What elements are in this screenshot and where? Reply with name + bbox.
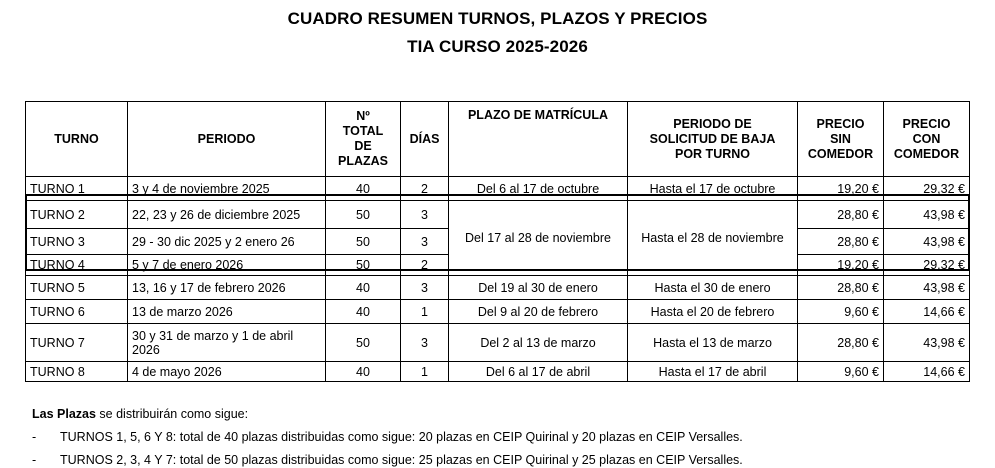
list-dash: - <box>32 453 37 467</box>
notes-list-item <box>32 430 743 445</box>
cell-matricula: Del 9 al 20 de febrero <box>449 300 628 324</box>
cell-precio-sin: 28,80 € <box>798 324 884 362</box>
cell-plazas: 50 <box>326 255 401 276</box>
cell-periodo: 4 de mayo 2026 <box>128 362 326 382</box>
header-precio-sin-comedor <box>798 102 884 177</box>
header-plazas-line: DE <box>354 139 372 153</box>
cell-baja: Hasta el 20 de febrero <box>628 300 798 324</box>
cell-matricula: Del 6 al 17 de abril <box>449 362 628 382</box>
document-title: CUADRO RESUMEN TURNOS, PLAZOS Y PRECIOS <box>287 9 708 28</box>
header-con-line: COMEDOR <box>893 146 960 161</box>
cell-precio-con: 43,98 € <box>884 324 970 362</box>
cell-matricula: Del 19 al 30 de enero <box>449 276 628 300</box>
cell-periodo: 3 y 4 de noviembre 2025 <box>128 177 326 201</box>
cell-matricula: Del 2 al 13 de marzo <box>449 324 628 362</box>
header-plazas <box>326 102 401 177</box>
cell-turno: TURNO 8 <box>26 362 128 382</box>
cell-turno: TURNO 5 <box>26 276 128 300</box>
notes-list-item <box>32 453 743 468</box>
cell-plazas: 40 <box>326 362 401 382</box>
header-plazas-line: PLAZAS <box>338 154 388 168</box>
cell-periodo <box>128 324 326 362</box>
table-row <box>26 177 970 201</box>
header-baja <box>628 102 798 177</box>
cell-precio-con: 29,32 € <box>884 177 970 201</box>
cell-precio-con: 43,98 € <box>884 229 970 255</box>
cell-baja: Hasta el 17 de octubre <box>628 177 798 201</box>
cell-plazas: 40 <box>326 276 401 300</box>
cell-matricula: Del 17 al 28 de noviembre <box>449 201 628 276</box>
cell-precio-con: 29,32 € <box>884 255 970 276</box>
cell-periodo: 5 y 7 de enero 2026 <box>128 255 326 276</box>
cell-turno: TURNO 4 <box>26 255 128 276</box>
header-sin-line: COMEDOR <box>807 146 874 161</box>
cell-plazas: 50 <box>326 229 401 255</box>
cell-precio-sin: 9,60 € <box>798 362 884 382</box>
header-baja-line: POR TURNO <box>675 146 750 161</box>
cell-turno: TURNO 3 <box>26 229 128 255</box>
cell-periodo: 13, 16 y 17 de febrero 2026 <box>128 276 326 300</box>
header-precio-con-comedor <box>884 102 970 177</box>
cell-periodo: 22, 23 y 26 de diciembre 2025 <box>128 201 326 229</box>
cell-dias: 3 <box>401 276 449 300</box>
notes-item-text: TURNOS 1, 5, 6 Y 8: total de 40 plazas distribuidas como sigue: 20 plazas en CEIP Quirinal y 20 plazas en CEIP Versalles. <box>60 430 743 444</box>
cell-plazas: 40 <box>326 300 401 324</box>
cell-baja: Hasta el 28 de noviembre <box>628 201 798 276</box>
table-row <box>26 201 970 229</box>
header-baja-line: SOLICITUD DE BAJA <box>649 131 776 146</box>
table-row <box>26 324 970 362</box>
cell-periodo: 13 de marzo 2026 <box>128 300 326 324</box>
table-row <box>26 362 970 382</box>
list-dash: - <box>32 430 37 444</box>
cell-plazas: 40 <box>326 177 401 201</box>
cell-plazas: 50 <box>326 201 401 229</box>
cell-precio-sin: 28,80 € <box>798 201 884 229</box>
cell-baja: Hasta el 30 de enero <box>628 276 798 300</box>
header-periodo: PERIODO <box>128 102 326 177</box>
cell-dias: 3 <box>401 324 449 362</box>
cell-precio-con: 14,66 € <box>884 300 970 324</box>
cell-dias: 3 <box>401 229 449 255</box>
cell-precio-sin: 19,20 € <box>798 255 884 276</box>
cell-dias: 2 <box>401 255 449 276</box>
cell-periodo: 29 - 30 dic 2025 y 2 enero 26 <box>128 229 326 255</box>
table-header-row <box>26 102 970 177</box>
cell-turno: TURNO 7 <box>26 324 128 362</box>
cell-plazas: 50 <box>326 324 401 362</box>
cell-precio-con: 43,98 € <box>884 276 970 300</box>
cell-precio-sin: 28,80 € <box>798 229 884 255</box>
cell-baja: Hasta el 13 de marzo <box>628 324 798 362</box>
header-sin-line: SIN <box>830 131 851 146</box>
notes-section <box>32 407 743 468</box>
cell-dias: 1 <box>401 362 449 382</box>
document-subtitle: TIA CURSO 2025-2026 <box>407 37 588 56</box>
header-matricula: PLAZO DE MATRÍCULA <box>449 102 628 177</box>
cell-dias: 3 <box>401 201 449 229</box>
notes-intro-bold: Las Plazas <box>32 407 96 421</box>
header-baja-line: PERIODO DE <box>673 116 752 131</box>
cell-periodo-line: 30 y 31 de marzo y 1 de abril <box>132 328 294 343</box>
header-sin-line: PRECIO <box>816 116 865 131</box>
cell-turno: TURNO 2 <box>26 201 128 229</box>
header-con-line: PRECIO <box>902 116 951 131</box>
cell-precio-sin: 9,60 € <box>798 300 884 324</box>
cell-matricula: Del 6 al 17 de octubre <box>449 177 628 201</box>
cell-precio-sin: 28,80 € <box>798 276 884 300</box>
cell-precio-con: 14,66 € <box>884 362 970 382</box>
notes-item-text: TURNOS 2, 3, 4 Y 7: total de 50 plazas distribuidas como sigue: 25 plazas en CEIP Quirinal y 25 plazas en CEIP Versalles. <box>60 453 743 467</box>
notes-intro <box>32 407 743 422</box>
table-row <box>26 300 970 324</box>
header-plazas-line: TOTAL <box>342 124 384 138</box>
cell-periodo-line: 2026 <box>132 342 160 357</box>
cell-turno: TURNO 1 <box>26 177 128 201</box>
header-dias: DÍAS <box>401 102 449 177</box>
header-turno: TURNO <box>26 102 128 177</box>
cell-precio-con: 43,98 € <box>884 201 970 229</box>
cell-dias: 1 <box>401 300 449 324</box>
turnos-table <box>25 101 970 382</box>
header-plazas-line: Nº <box>356 109 370 123</box>
cell-baja: Hasta el 17 de abril <box>628 362 798 382</box>
cell-dias: 2 <box>401 177 449 201</box>
table-row <box>26 276 970 300</box>
header-con-line: CON <box>912 131 941 146</box>
notes-intro-text: se distribuirán como sigue: <box>95 407 249 421</box>
cell-turno: TURNO 6 <box>26 300 128 324</box>
cell-precio-sin: 19,20 € <box>798 177 884 201</box>
